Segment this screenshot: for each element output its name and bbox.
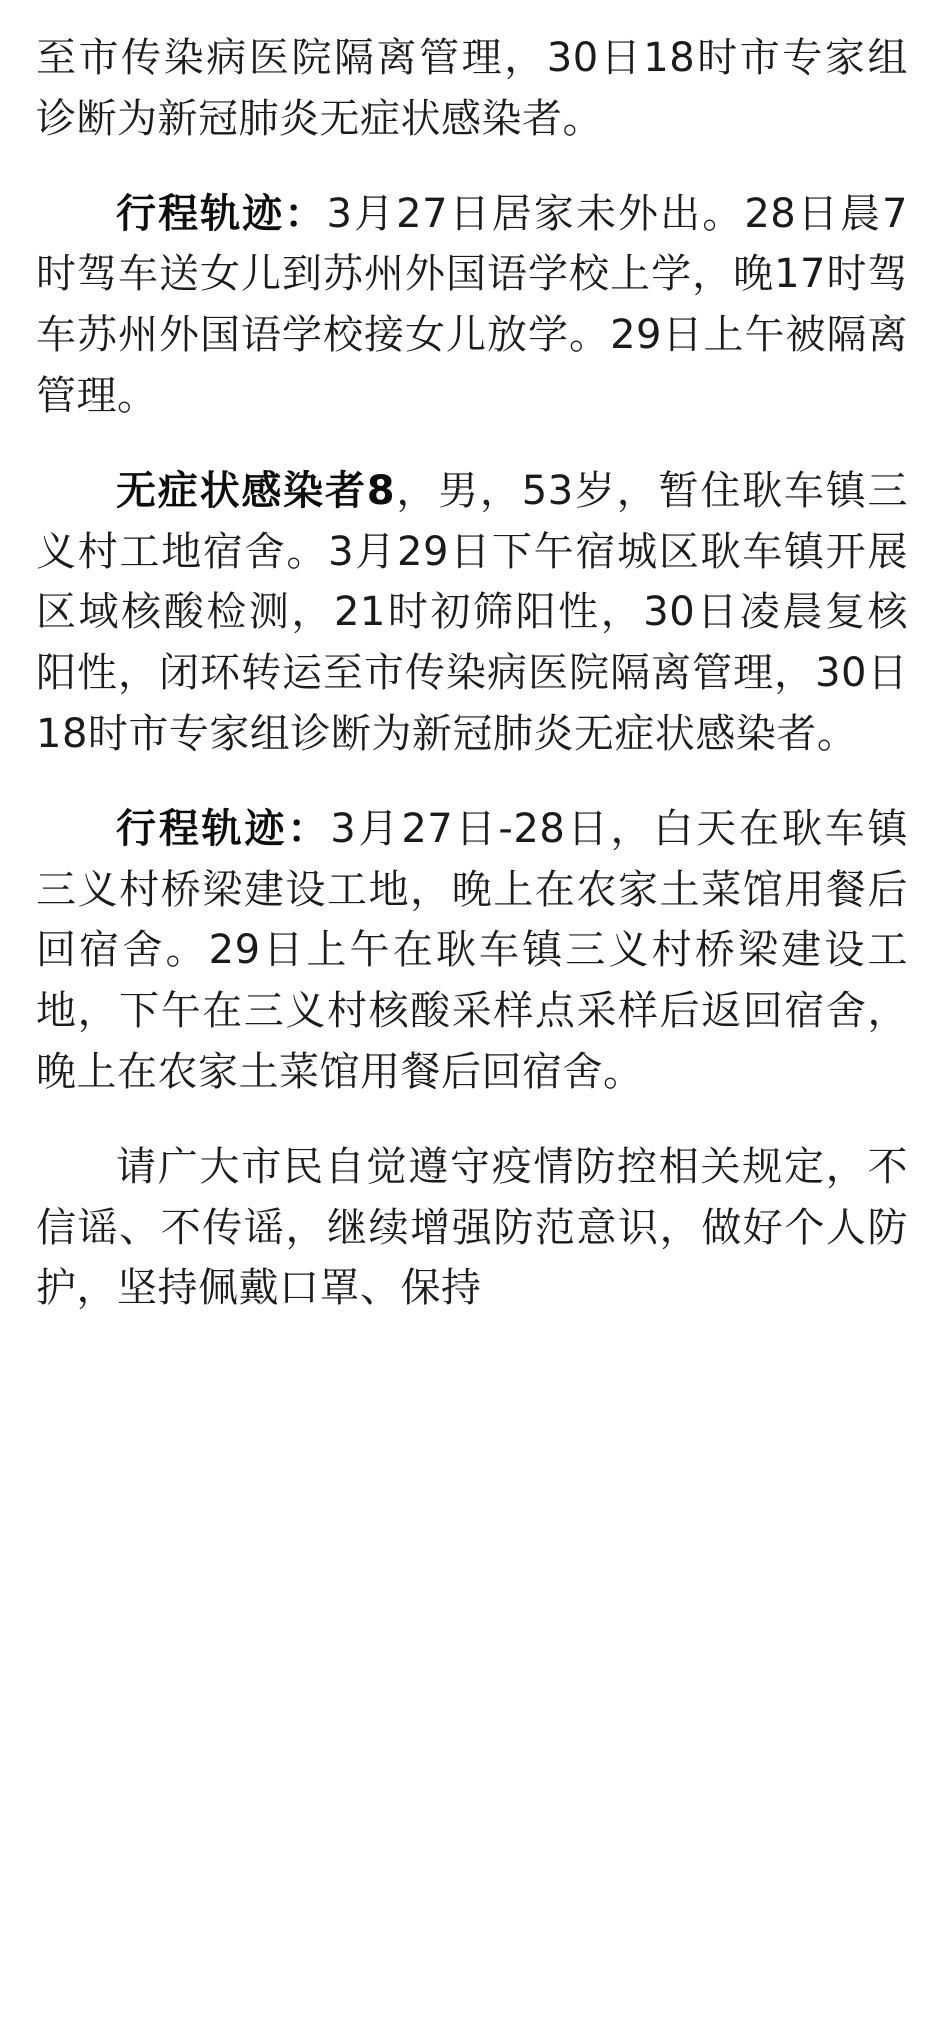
paragraph-text: ，男，53岁，暂住耿车镇三义村工地宿舍。3月29日下午宿城区耿车镇开展区域核酸检测，21时初筛阳性，30日凌晨复核阳性，闭环转运至市传染病医院隔离管理，30日18时市专家组诊断为新冠肺炎无症状感染者。 — [36, 467, 908, 757]
paragraph-case8 — [36, 461, 908, 765]
paragraph-lead-label: 行程轨迹： — [116, 805, 331, 852]
paragraph-text: 3月27日-28日，白天在耿车镇三义村桥梁建设工地，晚上在农家土菜馆用餐后回宿舍。29日上午在耿车镇三义村桥梁建设工地，下午在三义村核酸采样点采样后返回宿舍，晚上在农家土菜馆用餐后回宿舍。 — [36, 805, 909, 1095]
paragraph-lead-label: 无症状感染者8 — [116, 467, 396, 514]
paragraph-text: 请广大市民自觉遵守疫情防控相关规定，不信谣、不传谣，继续增强防范意识，做好个人防护，坚持佩戴口罩、保持 — [36, 1143, 908, 1312]
paragraph-travel-case7 — [36, 184, 908, 427]
paragraph-continued-case7 — [36, 28, 908, 150]
paragraph-text: 至市传染病医院隔离管理，30日18时市专家组诊断为新冠肺炎无症状感染者。 — [36, 35, 908, 142]
paragraph-lead-label: 行程轨迹： — [116, 190, 327, 237]
paragraph-public-notice — [36, 1137, 908, 1319]
paragraph-text: 3月27日居家未外出。28日晨7时驾车送女儿到苏州外国语学校上学，晚17时驾车苏州外国语学校接女儿放学。29日上午被隔离管理。 — [36, 190, 908, 419]
paragraph-travel-case8 — [36, 799, 908, 1103]
